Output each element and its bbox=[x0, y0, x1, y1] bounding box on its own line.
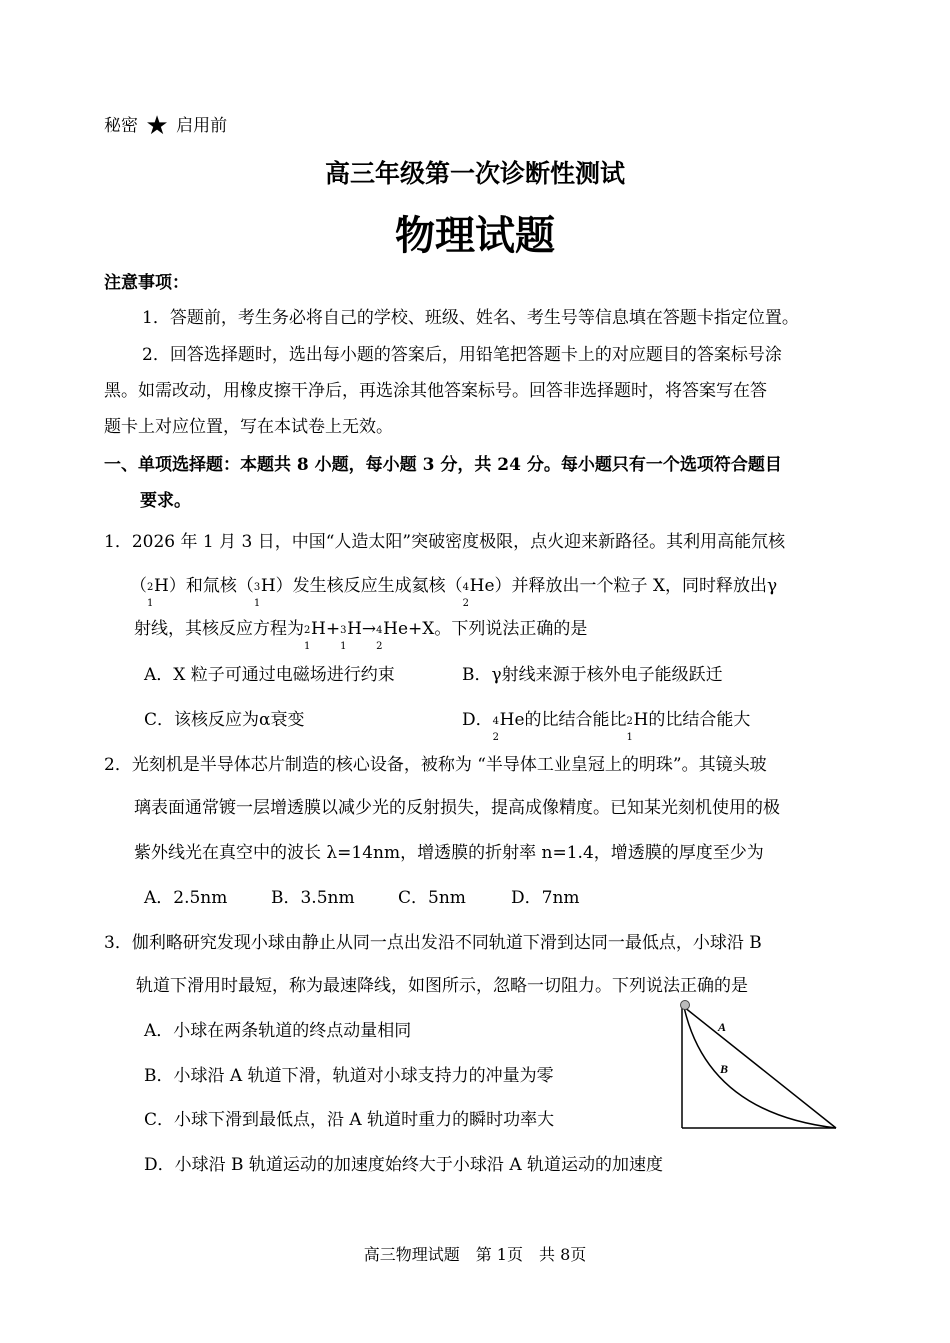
notes-item-1: 1．答题前，考生务必将自己的学校、班级、姓名、考生号等信息填在答题卡指定位置。 bbox=[142, 308, 799, 328]
q3-stem-line2: 轨道下滑用时最短，称为最速降线，如图所示，忽略一切阻力。下列说法正确的是 bbox=[136, 976, 748, 996]
track-a bbox=[684, 1007, 836, 1128]
notes-item-2-cont: 黑。如需改动，用橡皮擦干净后，再选涂其他答案标号。回答非选择题时，将答案写在答 bbox=[104, 381, 767, 401]
secret-label: 秘密 bbox=[104, 116, 138, 136]
q3-option-c: C．小球下滑到最低点，沿 A 轨道时重力的瞬时功率大 bbox=[144, 1110, 555, 1130]
section-heading-cont: 要求。 bbox=[140, 491, 191, 511]
notes-item-2: 2．回答选择题时，选出每小题的答案后，用铅笔把答题卡上的对应题目的答案标号涂 bbox=[142, 345, 782, 365]
q3-option-b: B．小球沿 A 轨道下滑，轨道对小球支持力的冲量为零 bbox=[144, 1066, 554, 1086]
track-a-label: A bbox=[718, 1020, 727, 1034]
subject-title: 物理试题 bbox=[395, 212, 555, 259]
q1-stem-line1: 1．2026 年 1 月 3 日，中国“人造太阳”突破密度极限，点火迎来新路径。其利用高能氘核 bbox=[104, 532, 786, 552]
q1-stem-line2: （ 2 1 H）和氚核（ 3 1 H）发生核反应生成氦核（ 4 2 He）并释放出一个粒子 X，同时释放出γ bbox=[130, 576, 778, 609]
section-heading: 一、单项选择题：本题共 8 小题，每小题 3 分，共 24 分。每小题只有一个选项符合题目 bbox=[104, 455, 782, 475]
page-footer: 高三物理试题 第 1页 共 8页 bbox=[363, 1245, 587, 1264]
ball bbox=[681, 1001, 690, 1010]
q3-option-d: D．小球沿 B 轨道运动的加速度始终大于小球沿 A 轨道运动的加速度 bbox=[144, 1155, 664, 1175]
notes-heading: 注意事项： bbox=[104, 273, 189, 293]
q2-stem-line1: 2．光刻机是半导体芯片制造的核心设备，被称为 “半导体工业皇冠上的明珠”。其镜头玻 bbox=[104, 755, 767, 775]
q3-stem-line1: 3．伽利略研究发现小球由静止从同一点出发沿不同轨道下滑到达同一最低点，小球沿 B bbox=[104, 933, 762, 953]
secret-after-label: 启用前 bbox=[176, 116, 228, 136]
notes-item-2-cont2: 题卡上对应位置，写在本试卷上无效。 bbox=[104, 417, 393, 437]
confidential-mark bbox=[104, 111, 227, 141]
q2-option-b: B．3.5nm bbox=[271, 888, 355, 908]
q2-stem-line3: 紫外线光在真空中的波长 λ=14nm，增透膜的折射率 n=1.4，增透膜的厚度至少为 bbox=[134, 843, 764, 863]
q1-option-b: B．γ射线来源于核外电子能级跃迁 bbox=[462, 665, 723, 685]
q2-option-d: D．7nm bbox=[511, 888, 580, 908]
q2-option-a: A．2.5nm bbox=[144, 888, 228, 908]
brachistochrone-figure bbox=[670, 995, 850, 1135]
q2-stem-line2: 璃表面通常镀一层增透膜以减少光的反射损失，提高成像精度。已知某光刻机使用的极 bbox=[134, 798, 780, 818]
star-icon: ★ bbox=[145, 111, 169, 141]
q1-stem-line3: 射线，其核反应方程为 2 1 H+ 3 1 H→ 4 2 He+X。下列说法正确的是 bbox=[134, 619, 588, 652]
q1-option-d: D． 4 2 He的比结合能比 2 1 H的比结合能大 bbox=[462, 710, 751, 743]
q3-option-a: A．小球在两条轨道的终点动量相同 bbox=[144, 1021, 412, 1041]
track-b-label: B bbox=[720, 1062, 729, 1076]
q1-option-c: C．该核反应为α衰变 bbox=[144, 710, 305, 730]
q2-option-c: C．5nm bbox=[398, 888, 466, 908]
exam-title: 高三年级第一次诊断性测试 bbox=[324, 159, 625, 188]
q1-option-a: A．X 粒子可通过电磁场进行约束 bbox=[144, 665, 395, 685]
